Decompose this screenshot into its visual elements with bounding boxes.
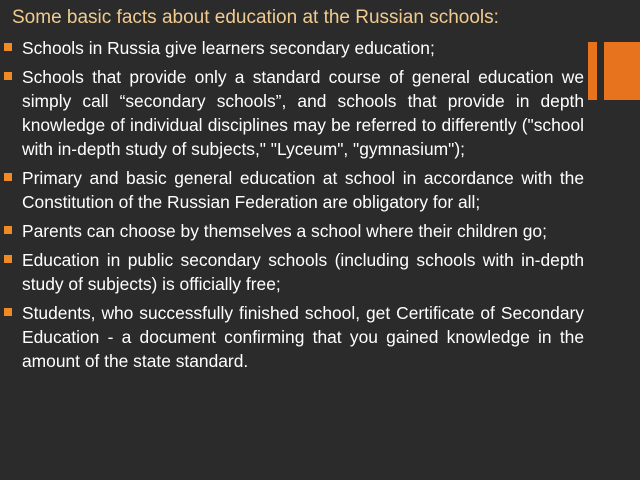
square-bullet-icon xyxy=(4,43,12,51)
list-item xyxy=(4,166,584,214)
decorative-bar-thin xyxy=(588,42,597,100)
list-item-text: Schools in Russia give learners secondary education; xyxy=(22,38,435,58)
square-bullet-icon xyxy=(4,72,12,80)
list-item xyxy=(4,219,584,243)
list-item-text: Education in public secondary schools (including schools with in-depth study of subjects) is officially free; xyxy=(22,250,584,294)
bullet-list xyxy=(4,36,584,378)
list-item xyxy=(4,36,584,60)
square-bullet-icon xyxy=(4,255,12,263)
list-item-text: Students, who successfully finished school, get Certificate of Secondary Education - a document confirming that you gained knowledge in the amount of the state standard. xyxy=(22,303,584,371)
square-bullet-icon xyxy=(4,226,12,234)
slide-title: Some basic facts about education at the Russian schools: xyxy=(12,7,499,28)
decorative-bars xyxy=(588,42,640,100)
list-item xyxy=(4,301,584,373)
list-item xyxy=(4,65,584,161)
square-bullet-icon xyxy=(4,308,12,316)
square-bullet-icon xyxy=(4,173,12,181)
list-item xyxy=(4,248,584,296)
list-item-text: Schools that provide only a standard course of general education we simply call “secondary schools”, and schools that provide in depth knowledge of individual disciplines may be referred to differently ("school with in-depth study of subjects," "Lyceum", "gymnasium"); xyxy=(22,67,584,159)
list-item-text: Primary and basic general education at school in accordance with the Constitution of the Russian Federation are obligatory for all; xyxy=(22,168,584,212)
list-item-text: Parents can choose by themselves a school where their children go; xyxy=(22,221,547,241)
decorative-bar-wide xyxy=(604,42,640,100)
